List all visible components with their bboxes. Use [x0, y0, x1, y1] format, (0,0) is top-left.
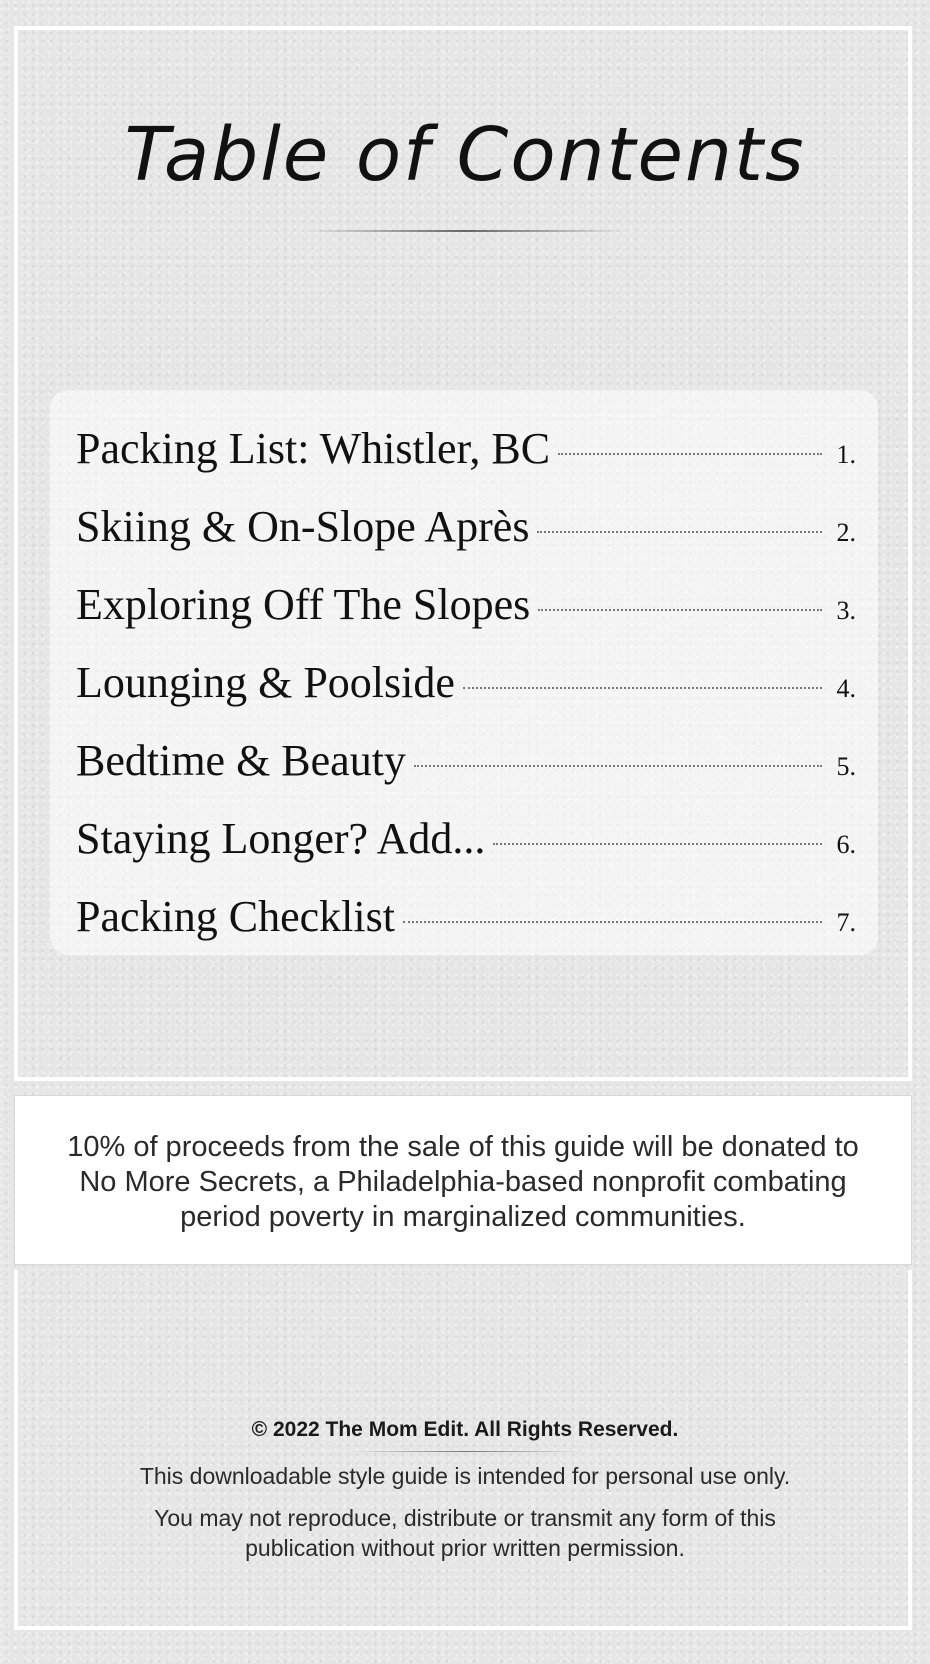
toc-item-page: 7.	[836, 908, 856, 937]
page-border-bottom	[14, 1270, 912, 1630]
personal-use-notice: This downloadable style guide is intended for personal use only.	[139, 1463, 791, 1489]
donation-notice-box	[14, 1095, 912, 1265]
footer-divider	[345, 1451, 585, 1452]
toc-item-label: Packing Checklist	[76, 892, 395, 941]
donation-text: 10% of proceeds from the sale of this guide will be donated to No More Secrets, a Philadelphia-based nonprofit combating period poverty in marginalized communities.	[67, 1131, 859, 1233]
toc-item-page: 6.	[836, 830, 856, 859]
toc-item-staying-longer[interactable]	[76, 800, 856, 878]
toc-item-label: Lounging & Poolside	[76, 658, 455, 707]
toc-item-page: 4.	[836, 674, 856, 703]
copyright-line: © 2022 The Mom Edit. All Rights Reserved.	[251, 1418, 679, 1441]
dot-leader	[403, 921, 822, 923]
toc-item-page: 3.	[836, 596, 856, 625]
toc-item-skiing[interactable]	[76, 488, 856, 566]
dot-leader	[558, 453, 822, 455]
dot-leader	[493, 843, 822, 845]
reproduction-notice: You may not reproduce, distribute or transmit any form of this publication without prior written permission.	[154, 1505, 776, 1561]
toc-item-bedtime[interactable]	[76, 722, 856, 800]
toc-item-lounging[interactable]	[76, 644, 856, 722]
toc-item-label: Exploring Off The Slopes	[76, 580, 531, 629]
toc-item-packing-list[interactable]	[76, 410, 856, 488]
dot-leader	[414, 765, 822, 767]
toc-list	[76, 410, 856, 956]
page-title: Table of Contents	[124, 112, 806, 198]
dot-leader	[537, 531, 822, 533]
table-of-contents-panel	[50, 390, 878, 955]
toc-item-page: 2.	[836, 518, 856, 547]
title-divider	[305, 230, 625, 232]
toc-item-label: Packing List: Whistler, BC	[76, 424, 551, 473]
toc-item-page: 5.	[836, 752, 856, 781]
toc-item-exploring[interactable]	[76, 566, 856, 644]
dot-leader	[463, 687, 822, 689]
toc-item-label: Bedtime & Beauty	[76, 736, 406, 785]
toc-item-checklist[interactable]	[76, 878, 856, 956]
dot-leader	[538, 609, 822, 611]
toc-item-label: Staying Longer? Add...	[76, 814, 486, 863]
toc-item-page: 1.	[836, 440, 856, 469]
toc-item-label: Skiing & On-Slope Après	[76, 502, 530, 551]
